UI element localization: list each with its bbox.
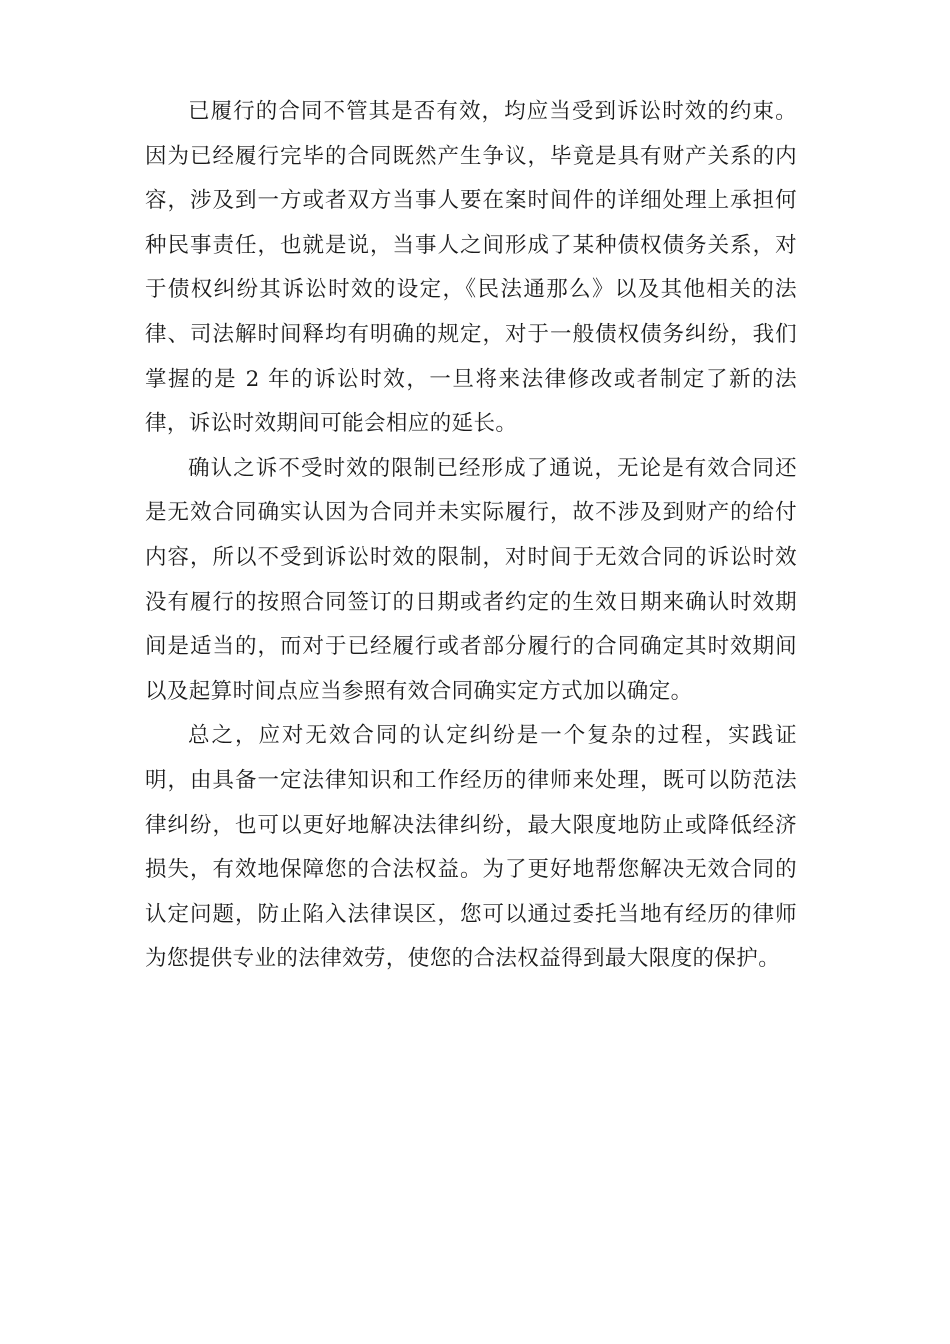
paragraph-3: 总之，应对无效合同的认定纠纷是一个复杂的过程，实践证明，由具备一定法律知识和工作经历的律师来处理，既可以防范法律纠纷，也可以更好地解决法律纠纷，最大限度地防止或降低经济损失，有效地保障您的合法权益。为了更好地帮您解决无效合同的认定问题，防止陷入法律误区，您可以通过委托当地有经历的律师为您提供专业的法律效劳，使您的合法权益得到最大限度的保护。 [145,723,797,972]
paragraph-2: 确认之诉不受时效的限制已经形成了通说，无论是有效合同还是无效合同确实认因为合同并未实际履行，故不涉及到财产的给付内容，所以不受到诉讼时效的限制，对时间于无效合同的诉讼时效没有履行的按照合同签订的日期或者约定的生效日期来确认时效期间是适当的，而对于已经履行或者部分履行的合同确定其时效期间以及起算时间点应当参照有效合同确实定方式加以确定。 [145,455,797,704]
document-body [145,90,797,982]
paragraph-1: 已履行的合同不管其是否有效，均应当受到诉讼时效的约束。因为已经履行完毕的合同既然产生争议，毕竟是具有财产关系的内容，涉及到一方或者双方当事人要在案时间件的详细处理上承担何种民事责任，也就是说，当事人之间形成了某种债权债务关系，对于债权纠纷其诉讼时效的设定，《民法通那么》以及其他相关的法律、司法解时间释均有明确的规定，对于一般债权债务纠纷，我们掌握的是 2 年的诉讼时效，一旦将来法律修改或者制定了新的法律，诉讼时效期间可能会相应的延长。 [145,99,797,437]
